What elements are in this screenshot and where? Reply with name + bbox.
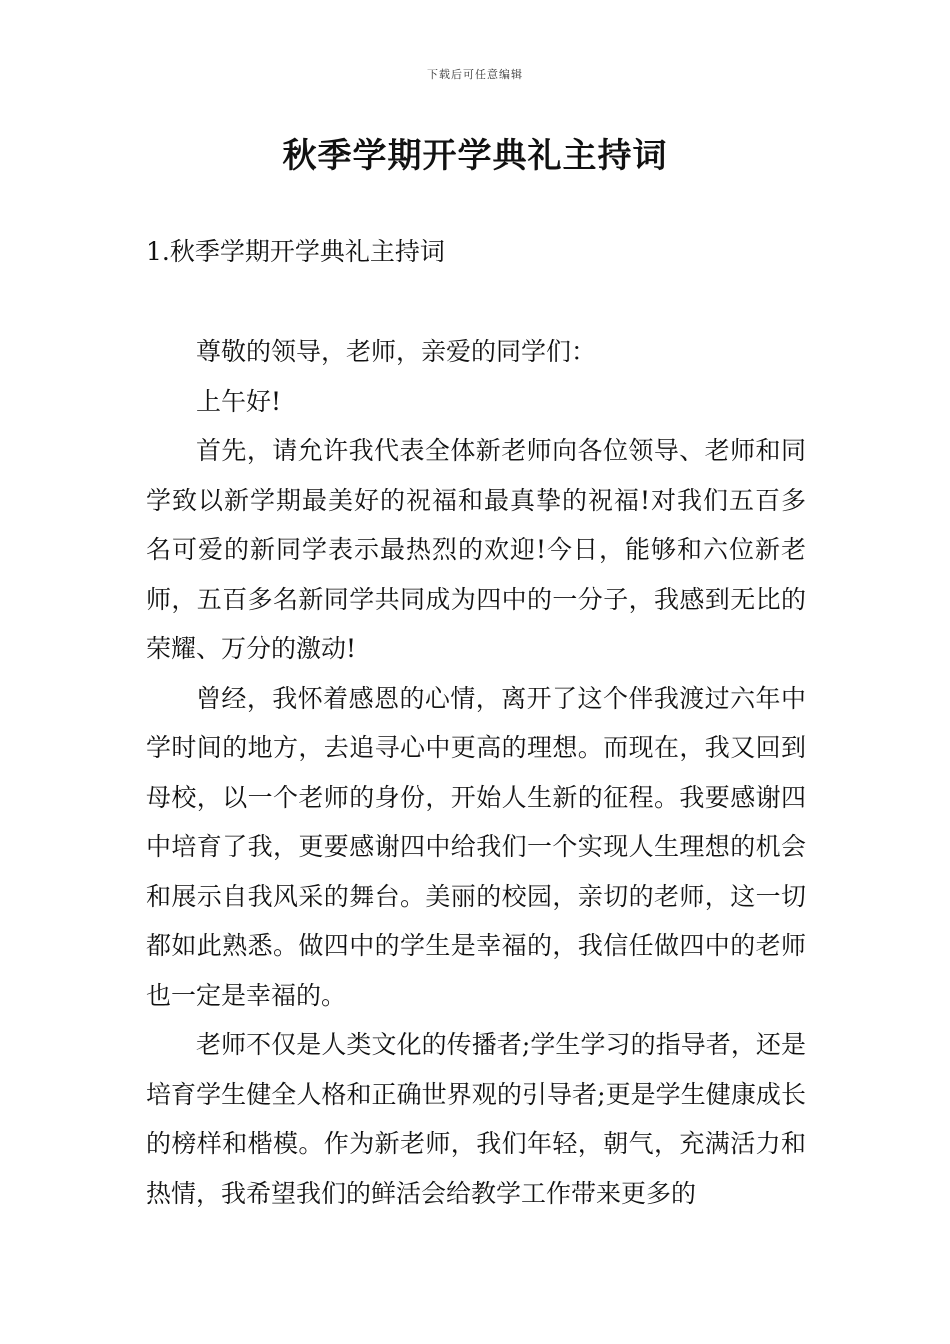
paragraph-welcome: 首先，请允许我代表全体新老师向各位领导、老师和同学致以新学期最美好的祝福和最真挚的祝福!对我们五百多名可爱的新同学表示最热烈的欢迎!今日，能够和六位新老师，五百多名新同学共同成为四中的一分子，我感到无比的荣耀、万分的激动! [146,436,806,663]
paragraph-salutation: 尊敬的领导，老师，亲爱的同学们： [196,337,597,366]
body-text [146,327,806,1218]
paragraph-return: 曾经，我怀着感恩的心情，离开了这个伴我渡过六年中学时间的地方，去追寻心中更高的理想。而现在，我又回到母校，以一个老师的身份，开始人生新的征程。我要感谢四中培育了我，更要感谢四中给我们一个实现人生理想的机会和展示自我风采的舞台。美丽的校园，亲切的老师，这一切都如此熟悉。做四中的学生是幸福的，我信任做四中的老师也一定是幸福的。 [146,683,806,1010]
header-note: 下载后可任意编辑 [427,68,523,81]
document-title: 秋季学期开学典礼主持词 [282,136,668,176]
paragraph-teacher-role: 老师不仅是人类文化的传播者;学生学习的指导者，还是培育学生健全人格和正确世界观的引导者;更是学生健康成长的榜样和楷模。作为新老师，我们年轻，朝气，充满活力和热情，我希望我们的鲜活会给教学工作带来更多的 [146,1030,806,1208]
section-heading: 1.秋季学期开学典礼主持词 [146,237,445,266]
paragraph-greeting: 上午好! [196,386,282,416]
